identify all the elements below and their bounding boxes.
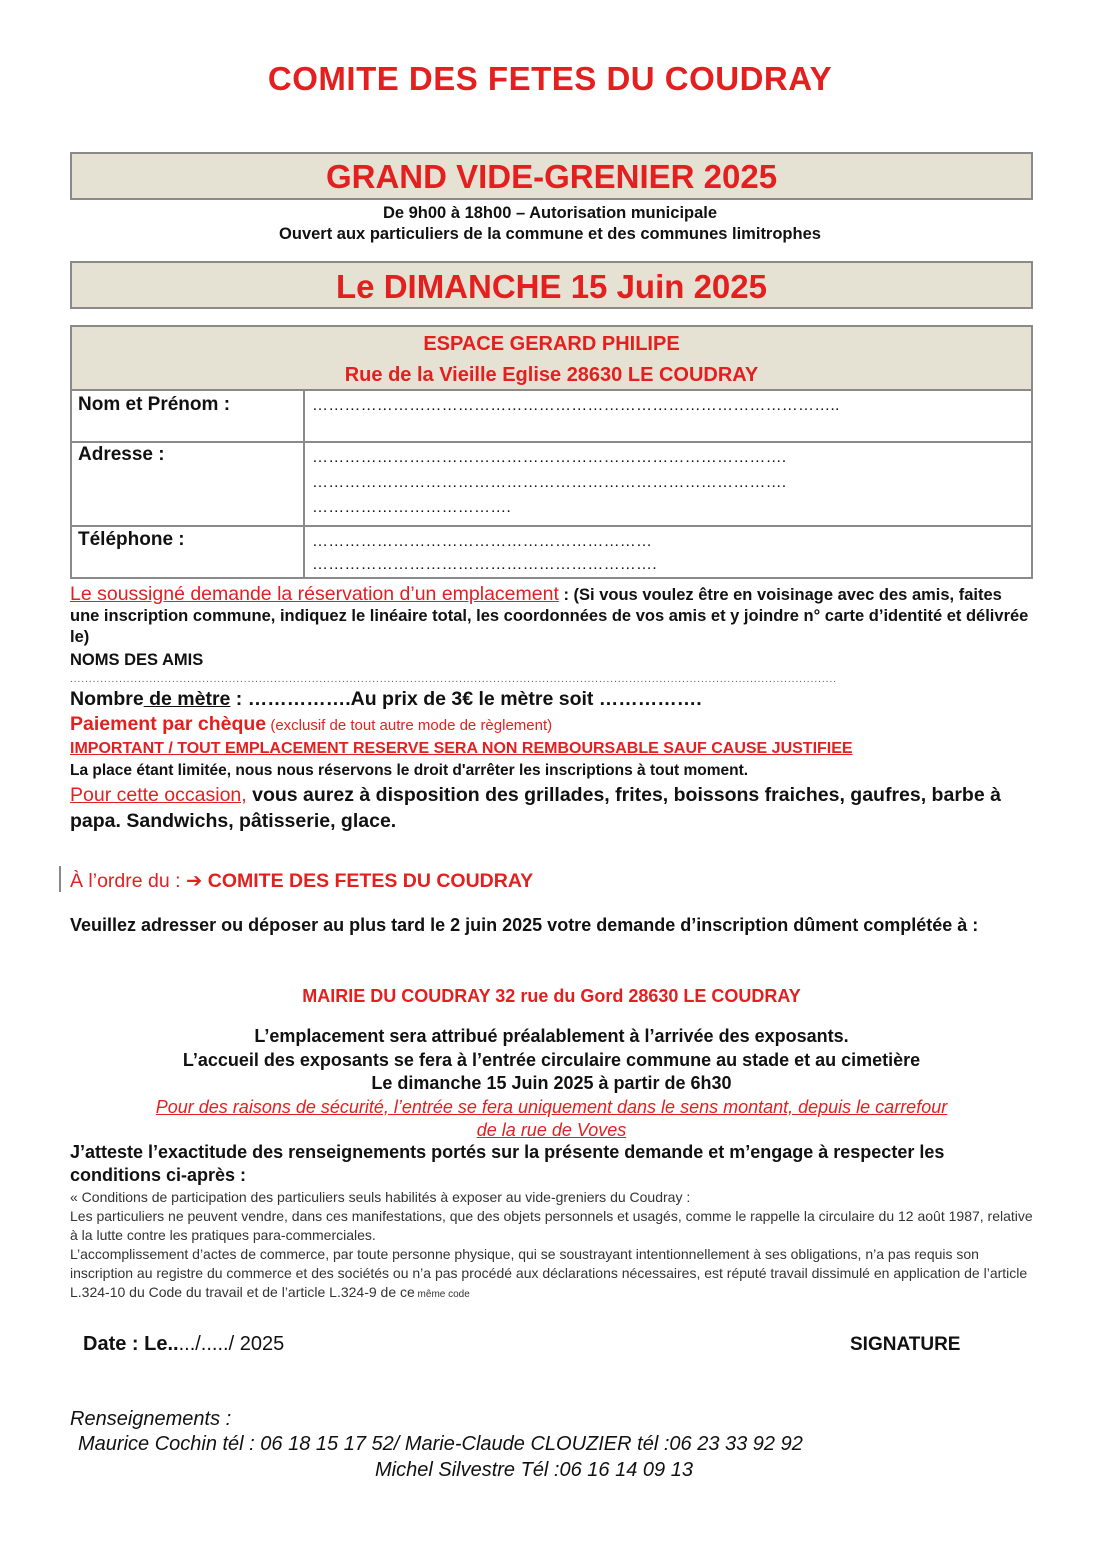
venue-address: Rue de la Vieille Eglise 28630 LE COUDRAY [344,364,759,386]
occasion-label: Pour cette occasion, [70,784,247,806]
arrival-line-2: L’accueil des exposants se fera à l’entrée circulaire commune au stade et au cimetière [182,1049,921,1070]
form-row-divider [72,525,1031,527]
event-hours: De 9h00 à 18h00 – Autorisation municipale [382,204,718,222]
address-field-line-1[interactable]: ……………………………………………………………………………. [312,449,787,466]
venue-name: ESPACE GERARD PHILIPE [423,333,680,355]
arrow-icon: ➔ [185,870,203,892]
meters-underlined: de mètre [143,688,231,710]
condition-3 [70,1245,1033,1304]
margin-bar [59,866,61,892]
security-line-1: Pour des raisons de sécurité, l’entrée se fera uniquement dans le sens montant, depuis le carrefour [155,1096,948,1117]
reservation-note: : (Si vous voulez être en voisinage avec des amis, faites une inscription commune, indiquez le linéaire total, les coordonnées de vos amis et y joindre n° carte d’identité et délivrée le) [70,586,1029,646]
phone-field-line-1[interactable]: ……………………………………………………… [312,533,653,550]
date-line [83,1333,284,1356]
condition-3-small: même code [414,1289,470,1300]
payment-note: (exclusif de tout autre mode de règlement) [266,717,553,734]
address-field-line-3[interactable]: ………………………………. [312,499,512,516]
contacts-line-1: Maurice Cochin tél : 06 18 15 17 52/ Marie-Claude CLOUZIER tél :06 23 33 92 92 [78,1433,803,1455]
phone-label: Téléphone : [78,529,185,550]
address-label: Adresse : [78,444,165,465]
meters-line [70,689,1033,710]
payment-line [70,714,1033,736]
submission-text: Veuillez adresser ou déposer au plus tard le 2 juin 2025 votre demande d’inscription dûment complétée à : [70,915,979,935]
important-notice: IMPORTANT / TOUT EMPLACEMENT RESERVE SERA NON REMBOURSABLE SAUF CAUSE JUSTIFIEE [70,740,853,757]
order-prefix: À l’ordre du : [70,870,181,892]
security-line-2: de la rue de Voves [476,1120,627,1140]
event-name-banner: GRAND VIDE-GRENIER 2025 [70,152,1033,200]
occasion-paragraph [70,782,1033,834]
date-label: Date : Le.. [83,1333,179,1355]
order-line [70,869,533,893]
mairie-address: MAIRIE DU COUDRAY 32 rue du Gord 28630 LE COUDRAY [302,986,801,1006]
condition-1: « Conditions de participation des particuliers seuls habilités à exposer au vide-greniers du Coudray : [70,1189,691,1205]
arrival-block [70,1025,1033,1143]
friends-label: NOMS DES AMIS [70,651,204,669]
event-open-to: Ouvert aux particuliers de la commune et des communes limitrophes [279,225,821,243]
meters-prefix: Nombre [70,688,144,710]
limited-notice: La place étant limitée, nous nous réservons le droit d'arrêter les inscriptions à tout moment. [70,762,749,779]
arrival-line-3: Le dimanche 15 Juin 2025 à partir de 6h30 [371,1073,732,1093]
arrival-line-1: L’emplacement sera attribué préalablement à l’arrivée des exposants. [254,1026,849,1046]
venue-header [72,327,1031,391]
event-date-banner: Le DIMANCHE 15 Juin 2025 [70,261,1033,309]
reservation-paragraph [70,584,1033,648]
condition-3-text: L’accomplissement d’actes de commerce, par toute personne physique, qui se soustrayant intentionnellement à ses obligations, n’a pas requis son inscription au registre du commerce et des sociétés ou n’a pas procédé aux déclarations nécessaires, est réputé travail dissimulé en application de l’article L.324-10 du Code du travail et de l’article L.324-9 de ce [70,1246,1028,1300]
order-payee: COMITE DES FETES DU COUDRAY [207,870,534,892]
name-label: Nom et Prénom : [78,394,231,415]
attestation-text: J’atteste l’exactitude des renseignements portés sur la présente demande et m’engage à respecter les conditions ci-après : [70,1142,945,1185]
conditions-block [70,1188,1033,1304]
phone-field-line-2[interactable]: ………………………………………………………. [312,556,657,573]
form-column-divider [303,391,305,577]
date-field[interactable]: .../...../ 2025 [178,1333,285,1355]
registration-form [70,325,1033,579]
page-title: COMITE DES FETES DU COUDRAY [267,60,833,97]
condition-2: Les particuliers ne peuvent vendre, dans ces manifestations, que des objets personnels et usagés, comme le rappelle la circulaire du 12 août 1987, relative à la lutte contre les pratiques para-commerciales. [70,1208,1033,1243]
reservation-lead: Le soussigné demande la réservation d’un emplacement [70,583,559,605]
name-field[interactable]: …………………………………………………………………………………….. [312,397,840,414]
contacts-label: Renseignements : [70,1408,232,1430]
occasion-text: vous aurez à disposition des grillades, frites, boissons fraiches, gaufres, barbe à papa. Sandwichs, pâtisserie, glace. [70,784,1001,832]
address-field-line-2[interactable]: ……………………………………………………………………………. [312,474,787,491]
form-row-divider [72,441,1031,443]
contacts-line-2: Michel Silvestre Tél :06 16 14 09 13 [375,1459,693,1481]
payment-label: Paiement par chèque [70,713,267,735]
meters-price-text: : …………….Au prix de 3€ le mètre soit ……………. [230,688,702,710]
friends-field[interactable]: ........................................................................................................................................................................................................... [70,674,837,684]
signature-label: SIGNATURE [850,1334,961,1355]
